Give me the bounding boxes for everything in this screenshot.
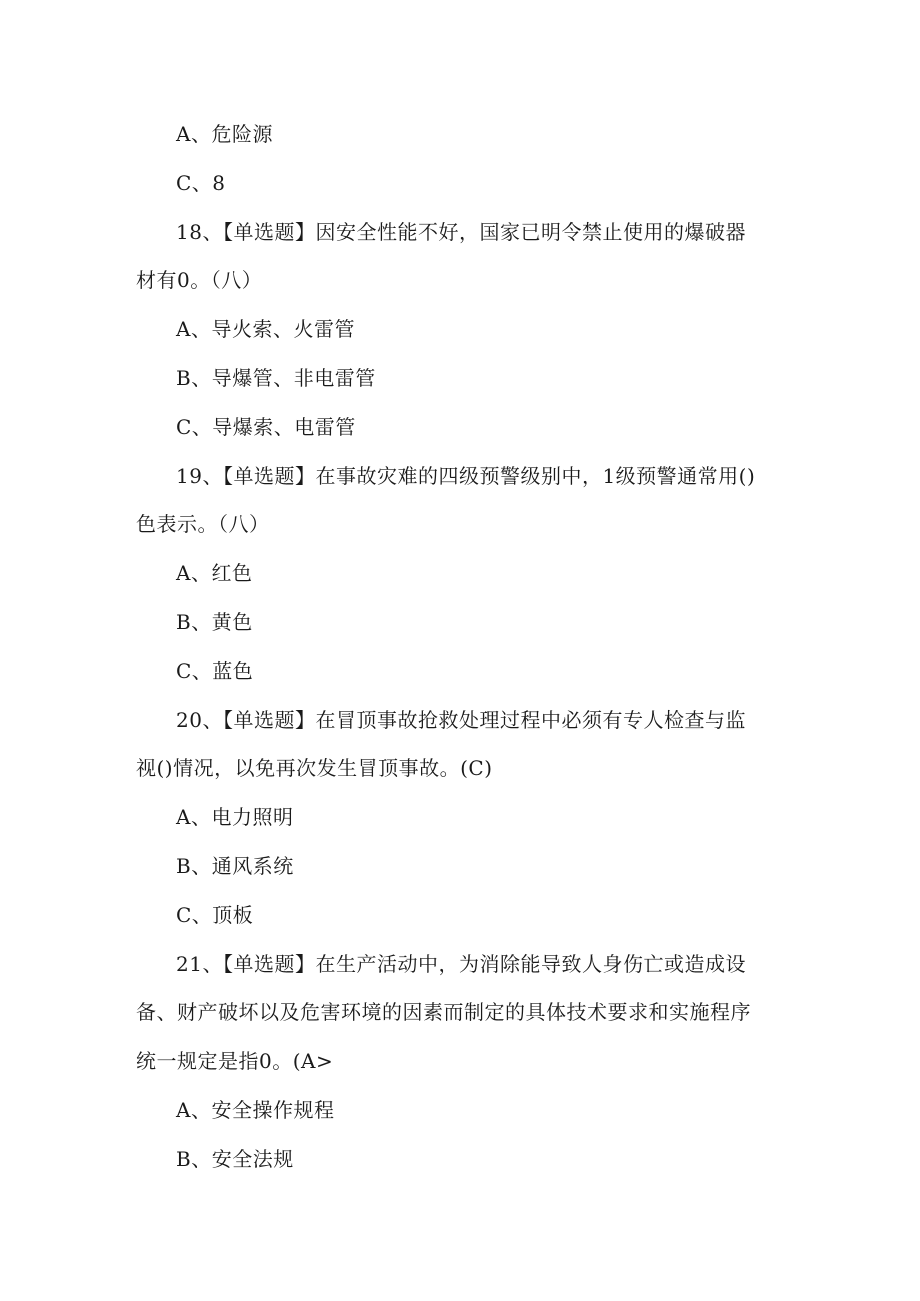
option-c-19: C、蓝色 bbox=[176, 659, 254, 683]
option-a-17: A、危险源 bbox=[176, 122, 273, 146]
option-b-18: B、导爆管、非电雷管 bbox=[176, 366, 376, 390]
question-19: 19、【单选题】在事故灾难的四级预警级别中，1级预警通常用() bbox=[176, 464, 756, 488]
option-c-20: C、顶板 bbox=[176, 903, 254, 927]
question-21: 21、【单选题】在生产活动中，为消除能导致人身伤亡或造成设 bbox=[176, 952, 746, 976]
question-21-continued-1: 备、财产破坏以及危害环境的因素而制定的具体技术要求和实施程序 bbox=[136, 1000, 751, 1024]
option-c-18: C、导爆索、电雷管 bbox=[176, 415, 356, 439]
option-c-17: C、8 bbox=[176, 171, 226, 195]
question-20: 20、【单选题】在冒顶事故抢救处理过程中必须有专人检查与监 bbox=[176, 708, 746, 732]
question-18: 18、【单选题】因安全性能不好，国家已明令禁止使用的爆破器 bbox=[176, 220, 746, 244]
option-a-20: A、电力照明 bbox=[176, 805, 294, 829]
question-18-continued: 材有0。（八） bbox=[136, 268, 263, 292]
option-a-19: A、红色 bbox=[176, 561, 253, 585]
question-21-continued-2: 统一规定是指0。(A> bbox=[136, 1049, 334, 1073]
question-19-continued: 色表示。（八） bbox=[136, 512, 270, 536]
option-b-19: B、黄色 bbox=[176, 610, 253, 634]
option-a-21: A、安全操作规程 bbox=[176, 1098, 335, 1122]
option-b-21: B、安全法规 bbox=[176, 1147, 294, 1171]
option-b-20: B、通风系统 bbox=[176, 854, 294, 878]
option-a-18: A、导火索、火雷管 bbox=[176, 317, 355, 341]
question-20-continued: 视()情况，以免再次发生冒顶事故。(C) bbox=[136, 756, 493, 780]
